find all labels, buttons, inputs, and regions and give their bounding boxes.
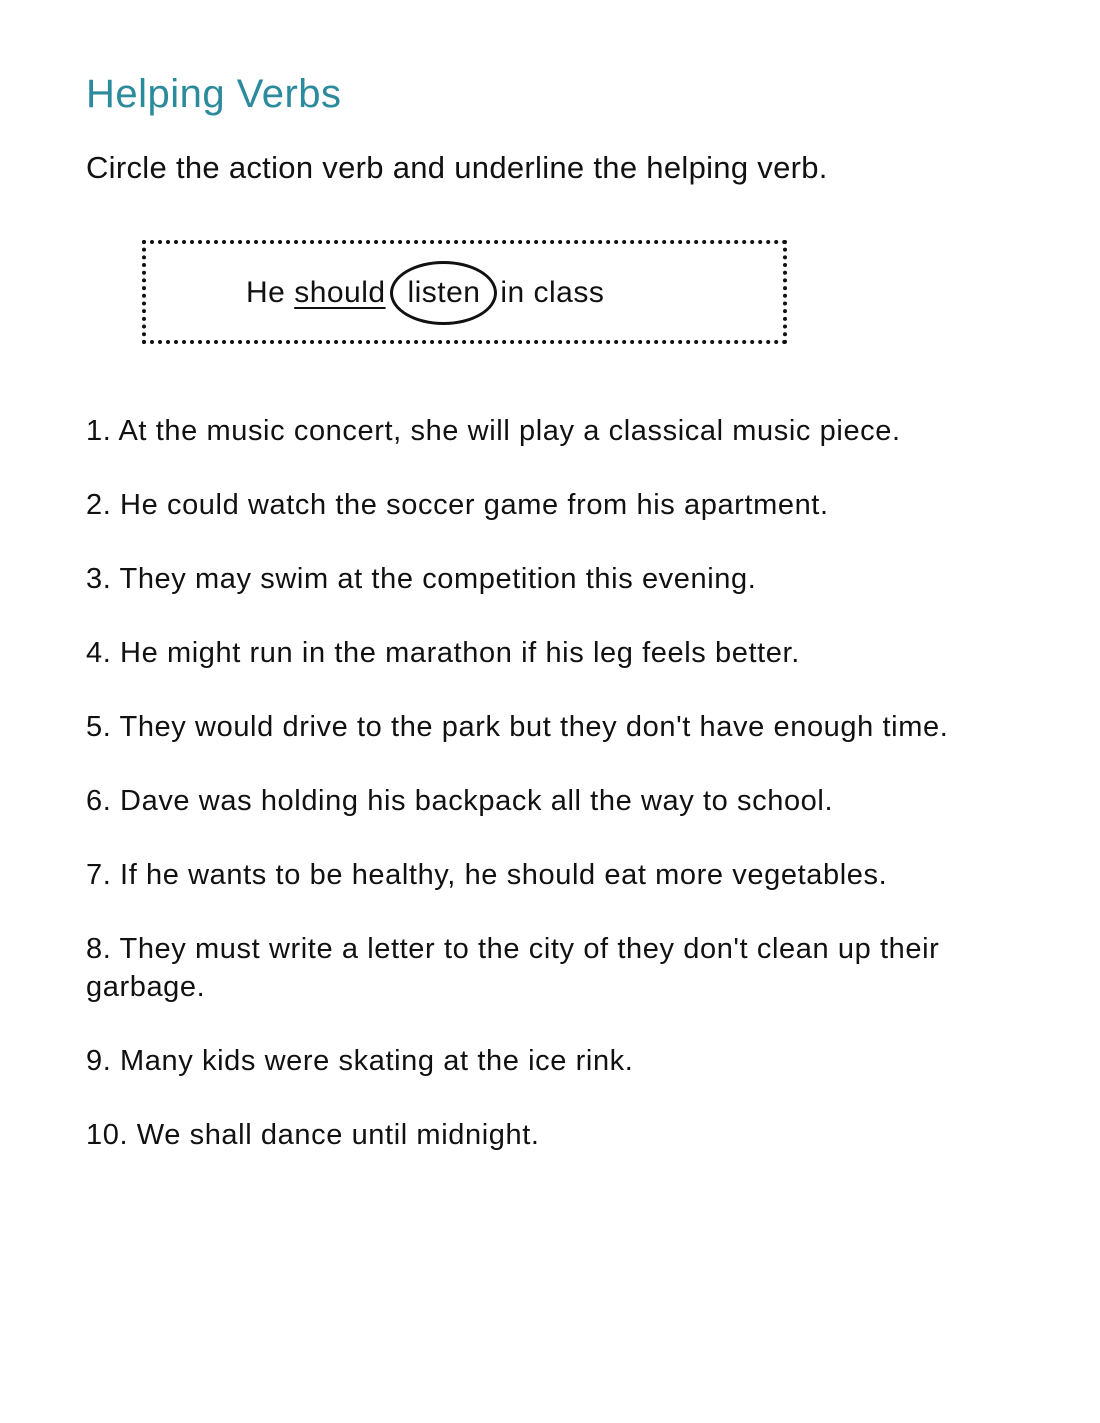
example-after: in class: [491, 276, 605, 309]
question-3: 3. They may swim at the competition this evening.: [86, 563, 757, 595]
question-list: [86, 412, 996, 1190]
question-7: 7. If he wants to be healthy, he should eat more vegetables.: [86, 859, 888, 891]
example-box: [142, 240, 787, 344]
question-4: 4. He might run in the marathon if his leg feels better.: [86, 637, 800, 669]
question-5: 5. They would drive to the park but they don't have enough time.: [86, 711, 949, 743]
question-10: 10. We shall dance until midnight.: [86, 1119, 540, 1151]
example-before: He: [246, 276, 295, 309]
question-1: 1. At the music concert, she will play a classical music piece.: [86, 415, 901, 447]
example-action-verb: listen: [390, 261, 497, 325]
question-2: 2. He could watch the soccer game from his apartment.: [86, 489, 829, 521]
page-title: Helping Verbs: [86, 72, 342, 116]
example-sentence: [246, 276, 604, 310]
question-8: 8. They must write a letter to the city of they don't clean up their garbage.: [86, 933, 940, 1003]
question-9: 9. Many kids were skating at the ice rink.: [86, 1045, 634, 1077]
question-6: 6. Dave was holding his backpack all the way to school.: [86, 785, 834, 817]
example-helping-verb: should: [294, 276, 386, 309]
instructions: Circle the action verb and underline the helping verb.: [86, 150, 828, 185]
